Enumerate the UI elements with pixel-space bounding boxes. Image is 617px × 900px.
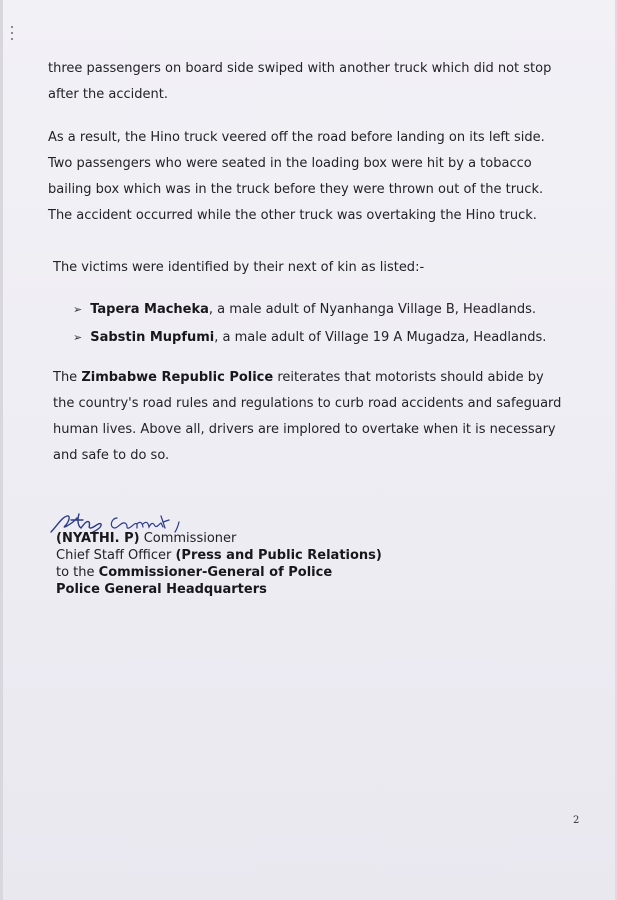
arrow-bullet-icon: ➢ [73, 303, 83, 316]
paragraph-line: the country's road rules and regulations to curb road accidents and safeguard [53, 396, 562, 411]
headquarters-name: Police General Headquarters [56, 582, 267, 597]
signature-block [56, 530, 382, 598]
organization-name: Zimbabwe Republic Police [81, 370, 274, 385]
text-span: Chief Staff Officer [56, 548, 176, 563]
paragraph-line: and safe to do so. [53, 448, 170, 463]
paragraph-line: human lives. Above all, drivers are implored to overtake when it is necessary [53, 422, 556, 437]
signatory-rank: Commissioner [139, 531, 237, 546]
victim-name: Tapera Macheka [90, 302, 209, 317]
paragraph-victims-intro: The victims were identified by their next of kin as listed:- [53, 260, 425, 275]
margin-dots [11, 26, 15, 46]
office-name: Commissioner-General of Police [98, 565, 333, 580]
department-name: (Press and Public Relations) [175, 548, 382, 563]
arrow-bullet-icon: ➢ [73, 331, 83, 344]
text-span: to the [56, 565, 99, 580]
paragraph-accident-result [48, 125, 545, 229]
list-item [73, 296, 546, 324]
page-number: 2 [573, 815, 580, 826]
paragraph-line [53, 365, 561, 391]
paragraph-line: three passengers on board side swiped with another truck which did not stop [48, 61, 552, 76]
signatory-title-line [56, 547, 382, 564]
victim-detail: , a male adult of Village 19 A Mugadza, Headlands. [214, 330, 547, 345]
signatory-name: (NYATHI. P) [56, 531, 140, 546]
paragraph-police-statement [53, 365, 561, 469]
paragraph-line: bailing box which was in the truck before they were thrown out of the truck. [48, 182, 544, 197]
text-span: reiterates that motorists should abide by [273, 370, 544, 385]
list-item [73, 324, 546, 352]
paragraph-line: Two passengers who were seated in the loading box were hit by a tobacco [48, 156, 532, 171]
victims-list [73, 296, 546, 352]
headquarters-line [56, 581, 382, 598]
paragraph-line: As a result, the Hino truck veered off the road before landing on its left side. [48, 130, 545, 145]
text-span: The [53, 370, 82, 385]
victim-detail: , a male adult of Nyanhanga Village B, Headlands. [208, 302, 536, 317]
paragraph-line: after the accident. [48, 87, 168, 102]
signatory-name-line [56, 530, 382, 547]
paragraph-line: The accident occurred while the other truck was overtaking the Hino truck. [48, 208, 537, 223]
paragraph-accident-details [48, 56, 551, 108]
victim-name: Sabstin Mupfumi [90, 330, 215, 345]
signatory-office-line [56, 564, 382, 581]
